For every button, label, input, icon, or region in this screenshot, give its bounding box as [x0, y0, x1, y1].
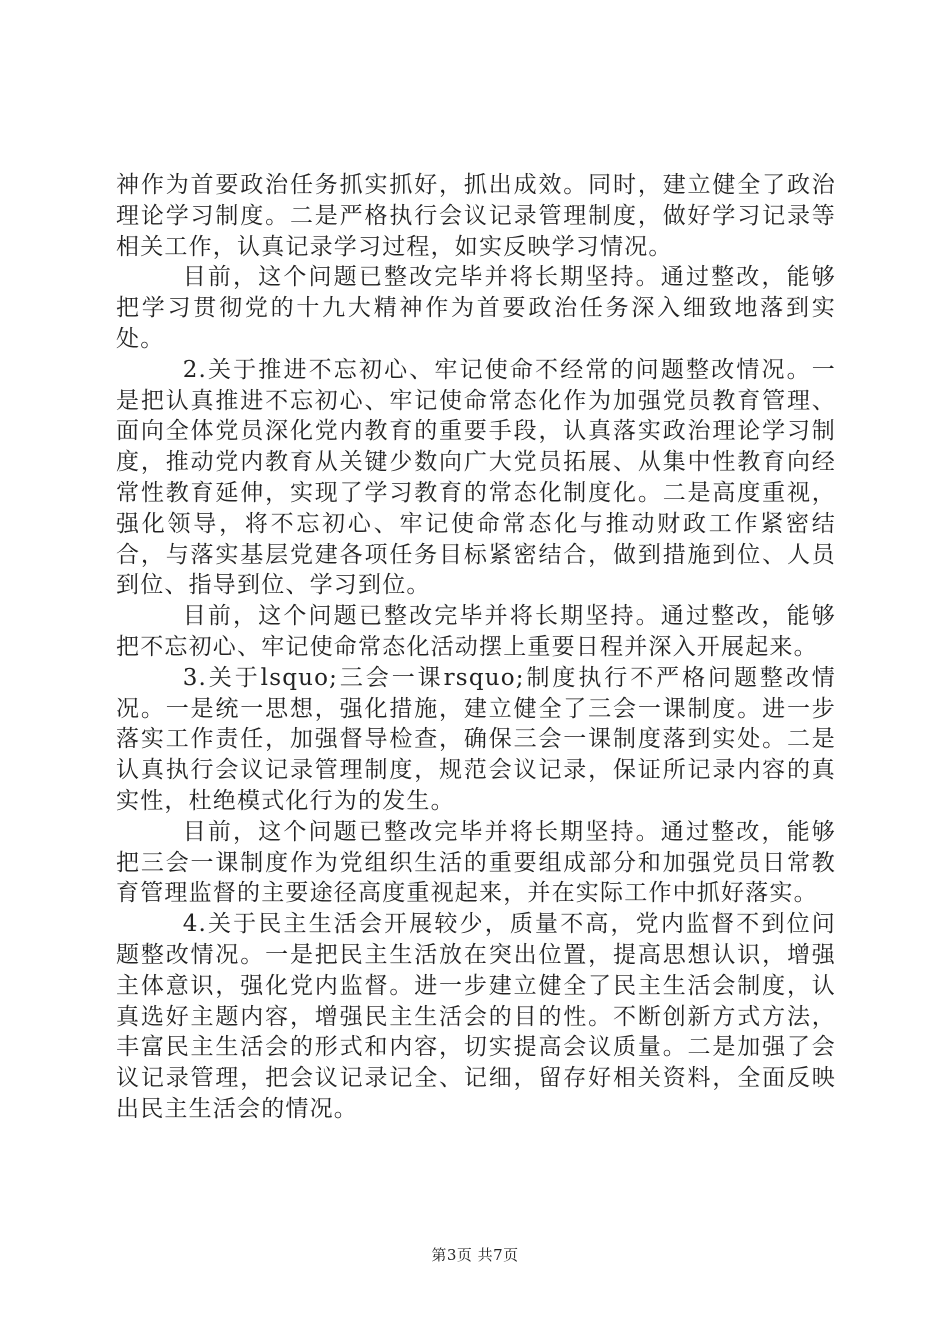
paragraph-2: 目前，这个问题已整改完毕并将长期坚持。通过整改，能够把学习贯彻党的十九大精神作为首要政治任务深入细致地落到实处。: [116, 264, 836, 352]
paragraph-7: 4.关于民主生活会开展较少，质量不高，党内监督不到位问题整改情况。一是把民主生活放在突出位置，提高思想认识，增强主体意识，强化党内监督。进一步建立健全了民主生活会制度，认真选好主题内容，增强民主生活会的目的性。不断创新方式方法，丰富民主生活会的形式和内容，切实提高会议质量。二是加强了会议记录管理，把会议记录记全、记细，留存好相关资料，全面反映出民主生活会的情况。: [116, 911, 836, 1122]
paragraph-3: 2.关于推进不忘初心、牢记使命不经常的问题整改情况。一是把认真推进不忘初心、牢记使命常态化作为加强党员教育管理、面向全体党员深化党内教育的重要手段，认真落实政治理论学习制度，推动党内教育从关键少数向广大党员拓展、从集中性教育向经常性教育延伸，实现了学习教育的常态化制度化。二是高度重视，强化领导，将不忘初心、牢记使命常态化与推动财政工作紧密结合，与落实基层党建各项任务目标紧密结合，做到措施到位、人员到位、指导到位、学习到位。: [116, 356, 836, 599]
paragraph-5: 3.关于lsquo;三会一课rsquo;制度执行不严格问题整改情况。一是统一思想，强化措施，建立健全了三会一课制度。进一步落实工作责任，加强督导检查，确保三会一课制度落到实处。二是认真执行会议记录管理制度，规范会议记录，保证所记录内容的真实性，杜绝模式化行为的发生。: [116, 664, 836, 814]
page-number-footer: 第3页 共7页: [431, 1246, 519, 1264]
paragraph-1: 神作为首要政治任务抓实抓好，抓出成效。同时，建立健全了政治理论学习制度。二是严格执行会议记录管理制度，做好学习记录等相关工作，认真记录学习过程，如实反映学习情况。: [116, 172, 836, 260]
paragraph-6: 目前，这个问题已整改完毕并将长期坚持。通过整改，能够把三会一课制度作为党组织生活的重要组成部分和加强党员日常教育管理监督的主要途径高度重视起来，并在实际工作中抓好落实。: [116, 818, 836, 907]
document-body: [116, 170, 836, 1125]
paragraph-4: 目前，这个问题已整改完毕并将长期坚持。通过整改，能够把不忘初心、牢记使命常态化活动摆上重要日程并深入开展起来。: [116, 603, 836, 660]
